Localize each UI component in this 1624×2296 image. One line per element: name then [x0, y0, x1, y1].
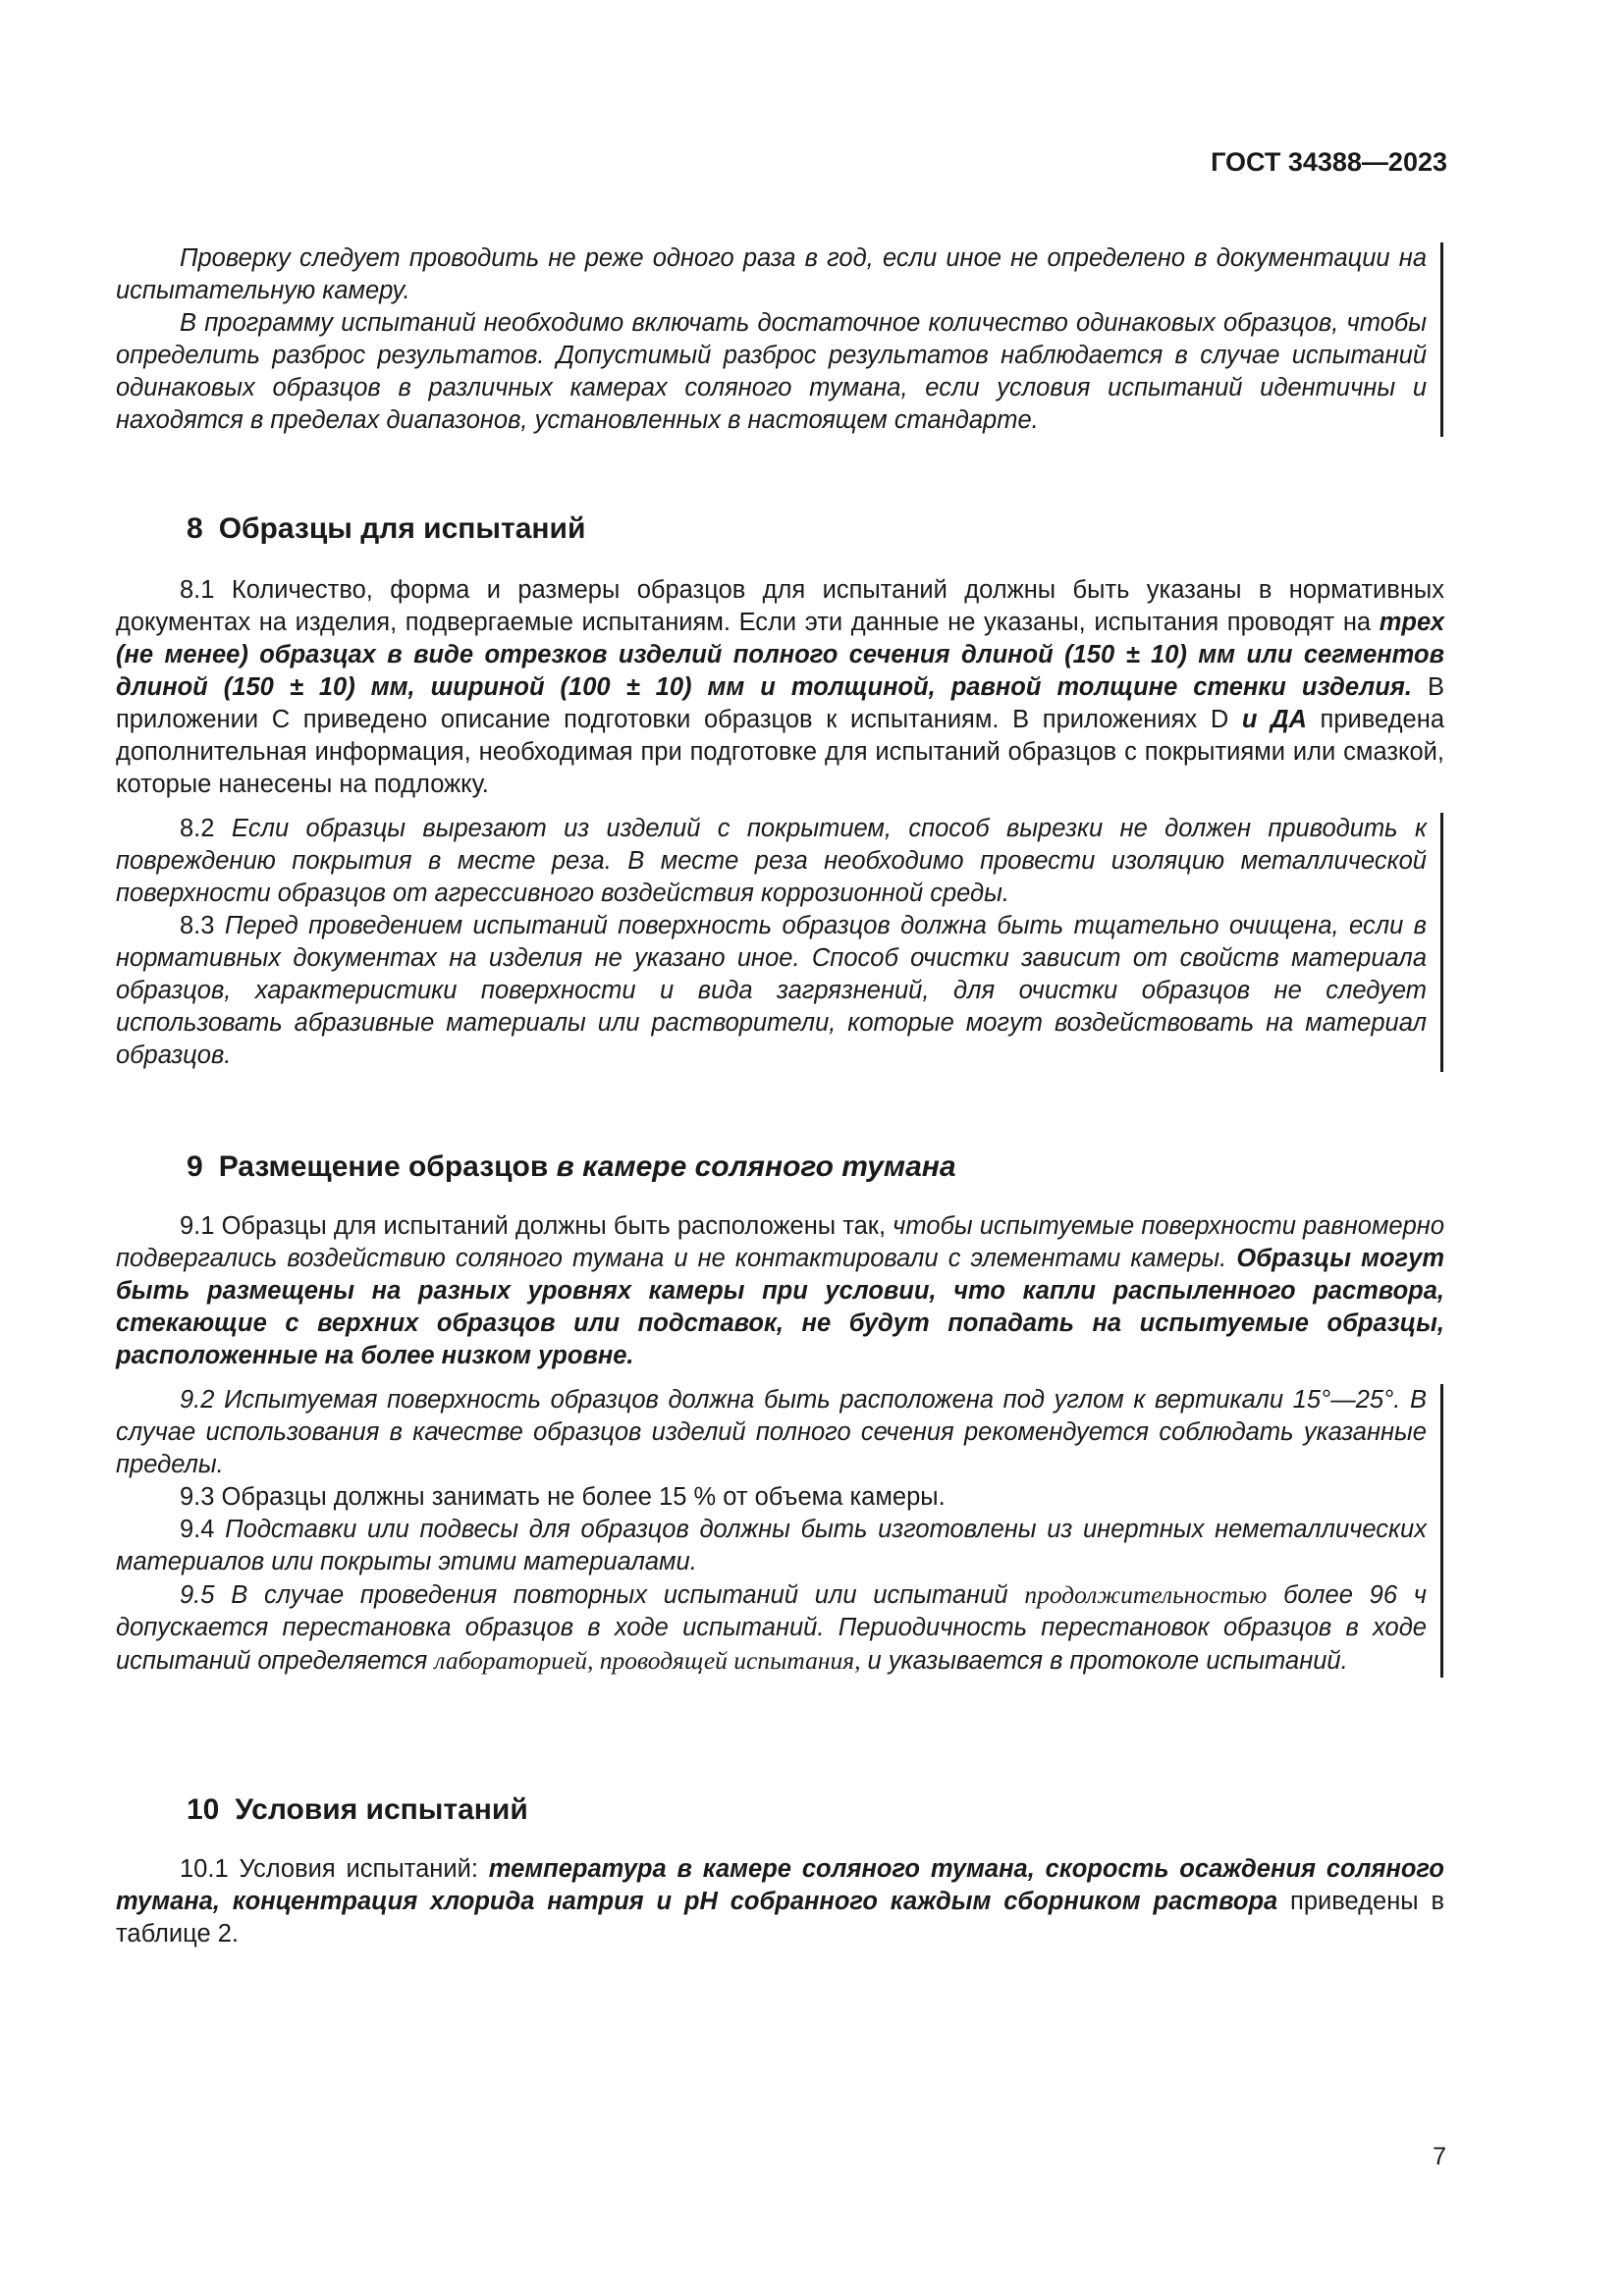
paragraph-8-1-number: 8.1	[180, 576, 215, 604]
paragraph-9-1: 9.1 Образцы для испытаний должны быть расположены так, чтобы испытуемые поверхности равномерно подвергались воздействию соляного тумана и не контактировали с элементами камеры. Образцы могут быть размещены на разных уровнях камеры при условии, что капли распыленного раствора, стекающие с верхних образцов или подставок, не будут попадать на испытуемые образцы, расположенные на более низком уровне.	[116, 1212, 1445, 1369]
section-10-number: 10	[187, 1793, 220, 1826]
section-9-heading	[187, 1150, 956, 1184]
paragraph-9-4: 9.4 Подставки или подвесы для образцов должны быть изготовлены из инертных неметаллических материалов или покрыты этими материалами.	[116, 1516, 1427, 1575]
section-8-title: Образцы для испытаний	[218, 512, 586, 545]
intro-paragraph-1: Проверку следует проводить не реже одного раза в год, если иное не определено в документации на испытательную камеру.	[116, 244, 1427, 304]
page-number: 7	[1433, 2143, 1446, 2170]
paragraph-8-1: 8.1 Количество, форма и размеры образцов для испытаний должны быть указаны в нормативных документах на изделия, подвергаемые испытаниям. Если эти данные не указаны, испытания проводят на трех (не менее) образцах в виде отрезков изделий полного сечения длиной (150 ± 10) мм или сегментов длиной (150 ± 10) мм, шириной (100 ± 10) мм и толщиной, равной толщине стенки изделия. В приложении С приведено описание подготовки образцов к испытаниям. В приложениях D и ДА приведена дополнительная информация, необходимая при подготовке для испытаний образцов с покрытиями или смазкой, которые нанесены на подложку.	[116, 576, 1445, 798]
intro-paragraph-2: В программу испытаний необходимо включать достаточное количество одинаковых образцов, чтобы определить разброс результатов. Допустимый разброс результатов наблюдается в случае испытаний одинаковых образцов в различных камерах соляного тумана, если условия испытаний идентичны и находятся в пределах диапазонов, установленных в настоящем стандарте.	[116, 309, 1427, 434]
paragraph-9-5: 9.5 В случае проведения повторных испытаний или испытаний продолжительностью более 96 ч допускается перестановка образцов в ходе испытаний. Периодичность перестановок образцов в ходе испытаний определяется лабораторией, проводящей испытания, и указывается в протоколе испытаний.	[116, 1580, 1427, 1675]
change-block-8-2-8-3	[116, 813, 1443, 1072]
section-8-heading	[187, 512, 585, 546]
paragraph-9-1-number: 9.1	[180, 1212, 215, 1240]
change-block-9-2-9-5	[116, 1384, 1443, 1678]
section-10-heading	[187, 1793, 528, 1827]
document-designation: ГОСТ 34388—2023	[1211, 147, 1447, 177]
section-8-number: 8	[187, 512, 203, 545]
section-9-number: 9	[187, 1150, 203, 1183]
paragraph-10-1: 10.1 Условия испытаний: температура в камере соляного тумана, скорость осаждения соляного тумана, концентрация хлорида натрия и pH собранного каждым сборником раствора приведены в таблице 2.	[116, 1855, 1444, 1948]
paragraph-9-3: 9.3 Образцы должны занимать не более 15 % от объема камеры.	[180, 1483, 946, 1511]
section-9-title: Размещение образцов	[218, 1150, 557, 1183]
paragraph-9-2: 9.2 Испытуемая поверхность образцов должна быть расположена под углом к вертикали 15°—25°. В случае использования в качестве образцов изделий полного сечения рекомендуется соблюдать указанные пределы.	[116, 1386, 1427, 1478]
paragraph-8-3: 8.3 Перед проведением испытаний поверхность образцов должна быть тщательно очищена, если в нормативных документах на изделия не указано иное. Способ очистки зависит от свойств материала образцов, характеристики поверхности и вида загрязнений, для очистки образцов не следует использовать абразивные материалы или растворители, которые могут воздействовать на материал образцов.	[116, 912, 1427, 1069]
section-9-title-italic: в камере соляного тумана	[556, 1150, 956, 1183]
paragraph-10-1-number: 10.1	[180, 1855, 229, 1883]
intro-block	[116, 242, 1443, 437]
section-10-title: Условия испытаний	[235, 1793, 528, 1826]
paragraph-8-2: 8.2 Если образцы вырезают из изделий с покрытием, способ вырезки не должен приводить к повреждению покрытия в месте реза. В месте реза необходимо провести изоляцию металлической поверхности образцов от агрессивного воздействия коррозионной среды.	[116, 815, 1427, 907]
paragraph-8-3-number: 8.3	[180, 912, 215, 939]
paragraph-8-2-number: 8.2	[180, 815, 215, 842]
